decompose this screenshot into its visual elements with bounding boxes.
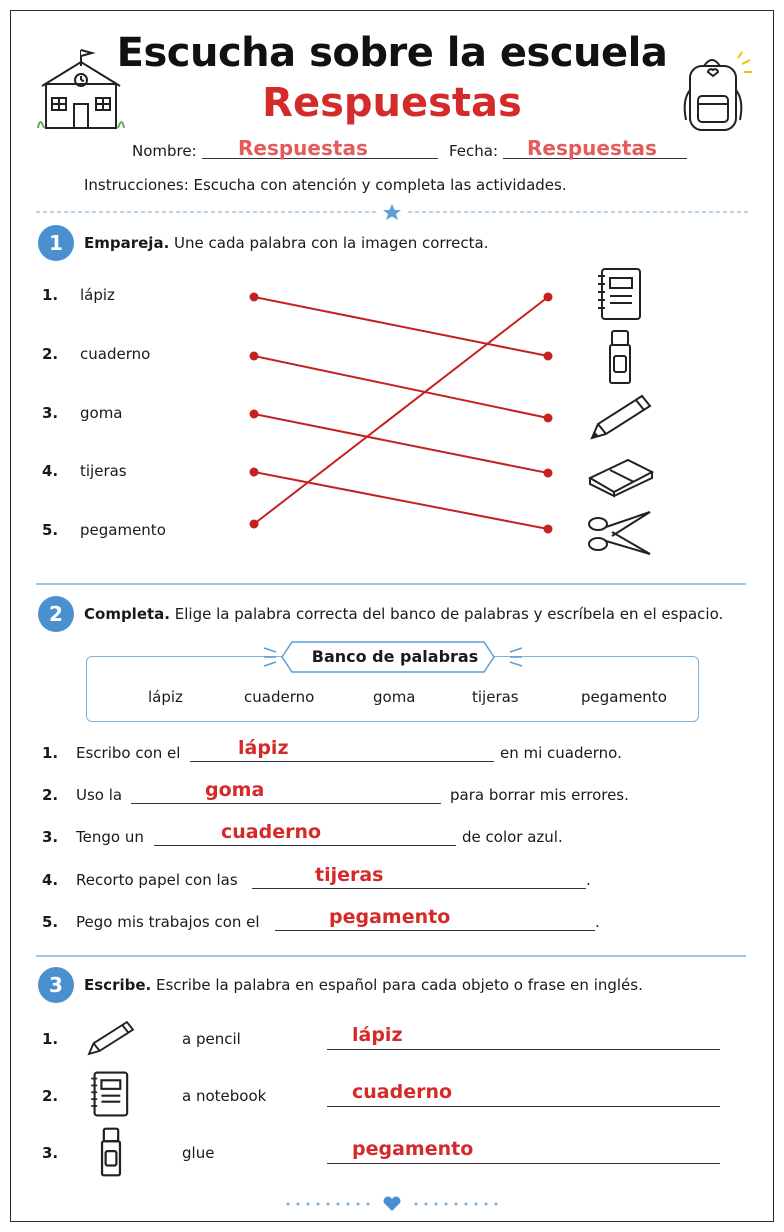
write-answer[interactable]: cuaderno: [352, 1081, 453, 1103]
sentence-number: 3.: [42, 828, 59, 846]
answer-line: [131, 803, 441, 804]
match-dot-left[interactable]: [250, 410, 259, 419]
match-item-number: 5.: [42, 521, 59, 539]
pencil-icon: [588, 392, 654, 442]
answer-line: [327, 1163, 720, 1164]
sentence-before: Uso la: [76, 786, 123, 804]
match-item-number: 1.: [42, 286, 59, 304]
match-item-word: lápiz: [80, 286, 115, 304]
write-answer[interactable]: pegamento: [352, 1138, 474, 1160]
sentence-answer[interactable]: lápiz: [238, 737, 289, 759]
match-line: [254, 297, 548, 356]
sentence-after: en mi cuaderno.: [500, 744, 622, 762]
write-answer[interactable]: lápiz: [352, 1024, 403, 1046]
english-phrase: glue: [182, 1144, 215, 1162]
glue-stick-icon: [96, 1126, 126, 1178]
english-phrase: a notebook: [182, 1087, 267, 1105]
match-item-number: 3.: [42, 404, 59, 422]
word-bank-word: tijeras: [472, 688, 519, 706]
sentence-number: 2.: [42, 786, 59, 804]
sentence-after: .: [595, 913, 600, 931]
section-2-heading: Completa. Elige la palabra correcta del banco de palabras y escríbela en el espacio.: [84, 605, 724, 623]
section-divider-1: [36, 583, 746, 585]
sentence-after: de color azul.: [462, 828, 563, 846]
match-item-word: cuaderno: [80, 345, 151, 363]
answer-line: [252, 888, 586, 889]
sentence-before: Pego mis trabajos con el: [76, 913, 260, 931]
footer-divider: [284, 1194, 500, 1214]
sentence-answer[interactable]: cuaderno: [221, 821, 322, 843]
match-line: [254, 472, 548, 529]
match-dot-right[interactable]: [544, 469, 553, 478]
sentence-number: 4.: [42, 871, 59, 889]
notebook-icon: [88, 1070, 132, 1118]
section-divider-2: [36, 955, 746, 957]
sentence-before: Tengo un: [76, 828, 144, 846]
section-1-heading: Empareja. Une cada palabra con la imagen correcta.: [84, 234, 489, 252]
sentence-after: .: [586, 871, 591, 889]
sentence-before: Recorto papel con las: [76, 871, 238, 889]
match-dot-right[interactable]: [544, 352, 553, 361]
match-dot-left[interactable]: [250, 520, 259, 529]
write-item-number: 2.: [42, 1087, 59, 1105]
match-line: [254, 297, 548, 524]
pencil-icon: [86, 1016, 136, 1060]
section-1-number: 1: [38, 225, 74, 261]
sentence-number: 5.: [42, 913, 59, 931]
match-dot-right[interactable]: [544, 525, 553, 534]
sentence-answer[interactable]: pegamento: [329, 906, 451, 928]
answer-line: [154, 845, 456, 846]
date-value[interactable]: Respuestas: [527, 136, 657, 160]
glue-stick-icon: [604, 328, 636, 386]
match-item-word: pegamento: [80, 521, 166, 539]
match-item-number: 2.: [42, 345, 59, 363]
notebook-icon: [596, 266, 644, 322]
answer-line: [327, 1049, 720, 1050]
write-item-number: 1.: [42, 1030, 59, 1048]
sentence-number: 1.: [42, 744, 59, 762]
word-bank-word: pegamento: [581, 688, 667, 706]
section-2-number: 2: [38, 596, 74, 632]
sentence-after: para borrar mis errores.: [450, 786, 629, 804]
match-dot-left[interactable]: [250, 293, 259, 302]
match-line: [254, 414, 548, 473]
answer-line: [327, 1106, 720, 1107]
match-dot-left[interactable]: [250, 468, 259, 477]
match-dot-left[interactable]: [250, 352, 259, 361]
answer-line: [275, 930, 595, 931]
match-item-word: tijeras: [80, 462, 127, 480]
heart-icon: [384, 1197, 401, 1211]
name-value[interactable]: Respuestas: [238, 136, 368, 160]
match-dot-right[interactable]: [544, 414, 553, 423]
match-item-number: 4.: [42, 462, 59, 480]
scissors-icon: [586, 508, 654, 558]
match-line: [254, 356, 548, 418]
section-3-number: 3: [38, 967, 74, 1003]
write-item-number: 3.: [42, 1144, 59, 1162]
sentence-answer[interactable]: goma: [205, 779, 265, 801]
instructions-text: Instrucciones: Escucha con atención y completa las actividades.: [84, 176, 567, 194]
match-item-word: goma: [80, 404, 123, 422]
page-title: Escucha sobre la escuela: [116, 30, 668, 76]
english-phrase: a pencil: [182, 1030, 241, 1048]
word-bank-word: goma: [373, 688, 416, 706]
answer-line: [190, 761, 494, 762]
word-bank-word: cuaderno: [244, 688, 315, 706]
word-bank-title: Banco de palabras: [311, 647, 479, 666]
date-label: Fecha:: [449, 142, 499, 160]
matching-lines: [0, 0, 784, 600]
name-label: Nombre:: [132, 142, 197, 160]
page-subtitle: Respuestas: [262, 80, 522, 126]
word-bank-word: lápiz: [148, 688, 183, 706]
sentence-answer[interactable]: tijeras: [315, 864, 384, 886]
eraser-icon: [586, 452, 656, 498]
match-dot-right[interactable]: [544, 293, 553, 302]
sentence-before: Escribo con el: [76, 744, 181, 762]
section-3-heading: Escribe. Escribe la palabra en español para cada objeto o frase en inglés.: [84, 976, 643, 994]
